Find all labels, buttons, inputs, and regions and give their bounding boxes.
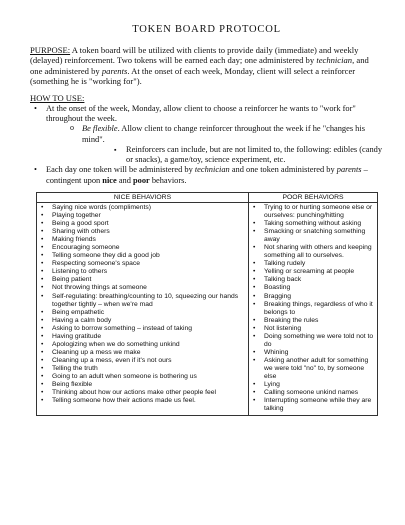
list-item: • Asking another adult for something we were told "no" to, by someone else xyxy=(251,357,375,381)
nice-behaviors-header: NICE BEHAVIORS xyxy=(37,193,249,203)
list-item: • Smacking or snatching something away xyxy=(251,228,375,244)
list-item: • Cleaning up a mess we make xyxy=(39,349,246,357)
list-item-text: . Allow client to change reinforcer throughout the week if he "changes his mind". xyxy=(82,124,365,144)
list-item: ▪ Reinforcers can include, but are not limited to, the following: edibles (candy or snacks), a game/toy, science experiment, etc. xyxy=(102,145,383,166)
list-item xyxy=(64,124,383,165)
list-item: • Talking rudely xyxy=(251,260,375,268)
list-item: • Telling someone how their actions made us feel. xyxy=(39,397,246,405)
purpose-text: A token board will be utilized with clients to provide daily (immediate) and weekly (delayed) reinforcement. Two tokens will be earned each day; one administered by xyxy=(30,45,359,66)
list-item: • Respecting someone's space xyxy=(39,260,246,268)
list-item: • Interrupting someone while they are talking xyxy=(251,397,375,413)
list-item: • Asking to borrow something – instead of taking xyxy=(39,325,246,333)
list-item-text: Each day one token will be administered by xyxy=(46,165,195,175)
nice-behaviors-cell xyxy=(37,203,249,416)
list-item: • Going to an adult when someone is bothering us xyxy=(39,373,246,381)
purpose-label: PURPOSE: xyxy=(30,45,71,55)
list-item-emphasis: parents xyxy=(336,165,362,175)
list-item: • Bragging xyxy=(251,293,375,301)
sub-list xyxy=(46,124,383,165)
list-item-text: – contingent upon xyxy=(46,165,368,185)
list-item: • Being a good sport xyxy=(39,220,246,228)
list-item-bold: nice xyxy=(102,175,117,185)
purpose-emphasis: parents xyxy=(101,65,128,76)
purpose-emphasis: technician xyxy=(316,55,353,66)
list-item: • Having gratitude xyxy=(39,333,246,341)
list-item: • Yelling or screaming at people xyxy=(251,268,375,276)
list-item: • Breaking things, regardless of who it belongs to xyxy=(251,301,375,317)
list-item: • Not sharing with others and keeping something all to ourselves. xyxy=(251,244,375,260)
list-item: • Having a calm body xyxy=(39,317,246,325)
list-item: • Calling someone unkind names xyxy=(251,389,375,397)
poor-behaviors-header: POOR BEHAVIORS xyxy=(249,193,378,203)
list-item: • Being flexible xyxy=(39,381,246,389)
list-item: • Saying nice words (compliments) xyxy=(39,204,246,212)
list-item: • Being empathetic xyxy=(39,309,246,317)
nice-behaviors-list xyxy=(39,204,246,405)
sub-sub-list xyxy=(82,145,383,166)
list-item: • Being patient xyxy=(39,276,246,284)
list-item xyxy=(30,165,383,186)
list-item: • Not listening xyxy=(251,325,375,333)
list-item-emphasis: Be flexible xyxy=(82,124,118,134)
list-item: • Taking something without asking xyxy=(251,220,375,228)
list-item: • Breaking the rules xyxy=(251,317,375,325)
list-item: • Encouraging someone xyxy=(39,244,246,252)
list-item-emphasis: technician xyxy=(194,165,230,175)
list-item: • Doing something we were told not to do xyxy=(251,333,375,349)
list-item: • Cleaning up a mess, even if it's not ours xyxy=(39,357,246,365)
list-item: • Listening to others xyxy=(39,268,246,276)
list-item: • Thinking about how our actions make other people feel xyxy=(39,389,246,397)
purpose-text: , and one administered by xyxy=(30,55,369,76)
poor-behaviors-list xyxy=(251,204,375,413)
list-item-text: and one token administered by xyxy=(229,165,337,175)
purpose-text: . At the onset of each week, Monday, client will select a reinforcer (something he is "working for"). xyxy=(30,65,356,87)
behaviors-table xyxy=(36,192,378,416)
list-item: • Telling someone they did a good job xyxy=(39,252,246,260)
list-item: • Making friends xyxy=(39,236,246,244)
page-title: TOKEN BOARD PROTOCOL xyxy=(132,24,281,35)
list-item-text: At the onset of the week, Monday, allow client to choose a reinforcer he wants to "work for" throughout the week. xyxy=(46,103,356,123)
list-item-text: behaviors. xyxy=(149,175,187,185)
list-item: • Boasting xyxy=(251,284,375,292)
list-item: • Playing together xyxy=(39,212,246,220)
list-item: • Self-regulating: breathing/counting to 10, squeezing our hands together tightly – when we're mad xyxy=(39,293,246,309)
how-to-use-list xyxy=(30,104,383,186)
list-item: • Telling the truth xyxy=(39,365,246,373)
list-item: • Apologizing when we do something unkind xyxy=(39,341,246,349)
how-to-use-heading: HOW TO USE: xyxy=(30,92,85,103)
list-item: • Trying to or hurting someone else or ourselves: punching/hitting xyxy=(251,204,375,220)
list-item: • Talking back xyxy=(251,276,375,284)
list-item: • Whining xyxy=(251,349,375,357)
list-item: • Sharing with others xyxy=(39,228,246,236)
list-item-bold: poor xyxy=(133,175,150,185)
list-item: • Not throwing things at someone xyxy=(39,284,246,292)
list-item-text: and xyxy=(116,175,133,185)
list-item xyxy=(30,104,383,166)
poor-behaviors-cell xyxy=(249,203,378,416)
list-item: • Lying xyxy=(251,381,375,389)
purpose-paragraph xyxy=(30,45,383,87)
